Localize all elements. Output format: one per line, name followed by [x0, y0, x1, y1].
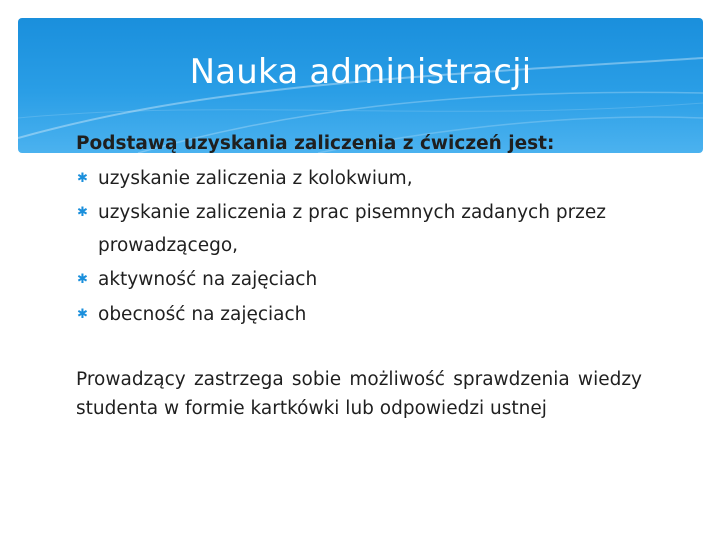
asterisk-icon: ✱ — [77, 272, 88, 287]
note-paragraph: Prowadzący zastrzega sobie możliwość sprawdzenia wiedzy studenta w formie kartkówki lub odpowiedzi ustnej — [76, 369, 642, 419]
list-item — [76, 196, 642, 262]
asterisk-icon: ✱ — [77, 307, 88, 322]
slide-title: Nauka administracji — [189, 52, 532, 92]
list-item — [76, 161, 642, 196]
list-item-text: aktywność na zajęciach — [98, 269, 318, 290]
list-item — [76, 297, 642, 332]
list-item — [76, 262, 642, 297]
list-item-text: uzyskanie zaliczenia z prac pisemnych zadanych przez prowadzącego, — [98, 202, 606, 256]
list-item-text: uzyskanie zaliczenia z kolokwium, — [98, 168, 413, 189]
asterisk-icon: ✱ — [77, 171, 88, 186]
lead-text: Podstawą uzyskania zaliczenia z ćwiczeń jest: — [76, 133, 555, 154]
asterisk-icon: ✱ — [77, 205, 88, 220]
list-item-text: obecność na zajęciach — [98, 304, 307, 325]
requirements-list — [76, 161, 642, 332]
slide-content — [76, 126, 642, 423]
